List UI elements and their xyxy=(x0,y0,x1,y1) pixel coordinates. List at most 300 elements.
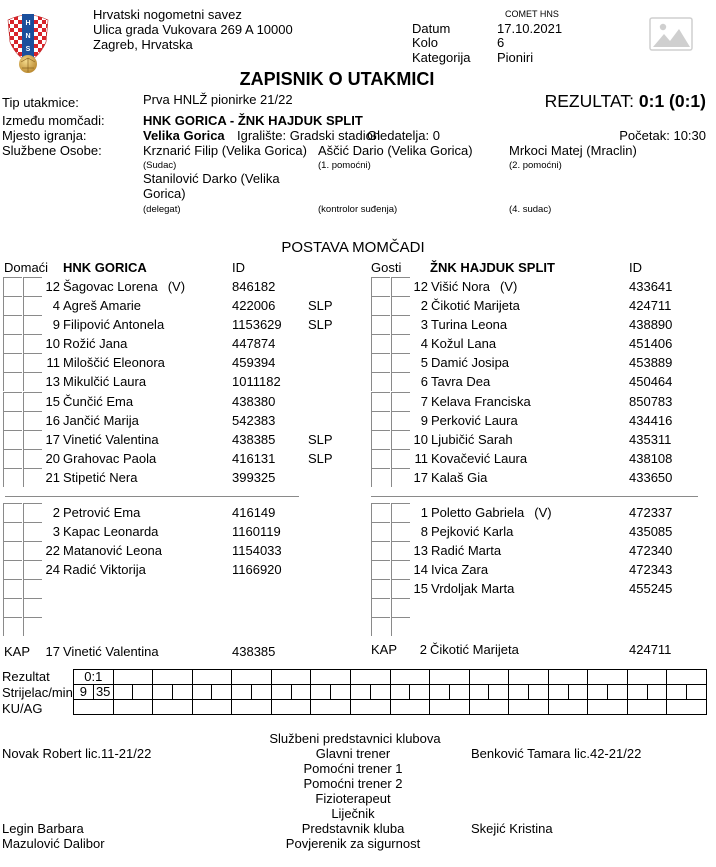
result-cell[interactable] xyxy=(311,670,351,685)
player-name-cell xyxy=(431,470,487,486)
player-row xyxy=(371,503,711,522)
player-name: Mikulčić Laura xyxy=(63,374,147,390)
goal-checkbox[interactable] xyxy=(3,503,22,522)
player-row xyxy=(371,541,711,560)
result-cell[interactable] xyxy=(192,670,232,685)
ku-ag-cell[interactable] xyxy=(271,700,311,715)
ku-ag-cell[interactable] xyxy=(74,700,114,715)
result-cell[interactable] xyxy=(509,670,549,685)
scorer-cell[interactable] xyxy=(331,685,351,700)
goalkeeper-mark: (V) xyxy=(167,279,186,294)
scorer-cell[interactable] xyxy=(172,685,192,700)
goal-checkbox[interactable] xyxy=(3,449,22,468)
spectators-value: Gledatelja: 0 xyxy=(367,128,440,143)
player-name-cell xyxy=(63,374,146,390)
goal-checkbox[interactable] xyxy=(371,598,390,617)
goal-checkbox[interactable] xyxy=(371,579,390,598)
ku-ag-cell[interactable] xyxy=(113,700,153,715)
scorer-cell[interactable] xyxy=(271,685,291,700)
goal-checkbox[interactable] xyxy=(371,449,390,468)
player-name: Filipović Antonela xyxy=(63,317,165,333)
player-number: 6 xyxy=(420,374,428,390)
player-number: 16 xyxy=(45,412,60,428)
away-id-header: ID xyxy=(629,260,642,275)
goal-checkbox[interactable] xyxy=(3,598,22,617)
teams-label: Između momčadi: xyxy=(2,113,105,128)
player-name: Vrdoljak Marta xyxy=(431,581,515,596)
player-name-cell xyxy=(63,279,185,295)
official-assistant2-role: (2. pomoćni) xyxy=(509,160,562,171)
player-name: Petrović Ema xyxy=(63,505,141,520)
player-id: 416149 xyxy=(232,505,276,520)
result-cell[interactable] xyxy=(113,670,153,685)
home-side-label: Domaći xyxy=(4,260,49,275)
officials-label: Službene Osobe: xyxy=(2,143,102,158)
player-name: Poletto Gabriela xyxy=(431,505,525,520)
player-name: Matanović Leona xyxy=(63,543,163,558)
player-number: 2 xyxy=(52,505,60,520)
goal-checkbox[interactable] xyxy=(3,392,22,411)
scorer-cell[interactable] xyxy=(588,685,608,700)
player-number: 20 xyxy=(45,450,60,466)
result-cell[interactable] xyxy=(588,670,628,685)
scorer-cell[interactable] xyxy=(627,685,647,700)
result-cell[interactable] xyxy=(548,670,588,685)
scorer-cell[interactable] xyxy=(548,685,568,700)
match-type-label: Tip utakmice: xyxy=(2,95,79,110)
goal-checkbox[interactable] xyxy=(371,372,390,391)
federation-address-line1: Ulica grada Vukovara 269 A 10000 xyxy=(93,22,293,37)
player-number: 21 xyxy=(45,469,60,485)
player-id: 434416 xyxy=(629,412,673,428)
player-number: 24 xyxy=(45,562,60,577)
player-row xyxy=(371,430,711,449)
goal-checkbox[interactable] xyxy=(3,372,22,391)
player-number: 12 xyxy=(45,279,60,294)
player-row xyxy=(371,392,711,411)
player-note: SLP xyxy=(308,431,333,447)
goal-checkbox[interactable] xyxy=(371,277,390,296)
goal-checkbox[interactable] xyxy=(371,315,390,334)
scorer-cell[interactable] xyxy=(370,685,390,700)
player-name-cell xyxy=(431,279,517,295)
player-row xyxy=(371,277,711,296)
result-label: REZULTAT: xyxy=(544,91,635,111)
venue-label: Mjesto igranja: xyxy=(2,128,87,143)
goal-checkbox[interactable] xyxy=(371,411,390,430)
score-row-ku-ag xyxy=(74,700,707,715)
player-row xyxy=(371,560,711,579)
home-club-official: Novak Robert lic.11-21/22 xyxy=(2,746,152,761)
player-id: 455245 xyxy=(629,581,673,596)
away-starters-list xyxy=(371,277,711,487)
svg-text:N: N xyxy=(25,33,31,40)
player-id: 438108 xyxy=(629,450,673,466)
player-row xyxy=(3,277,343,296)
player-row xyxy=(3,411,343,430)
player-number: 7 xyxy=(420,393,428,409)
home-divider xyxy=(5,496,299,497)
club-role-label: Liječnik xyxy=(331,806,375,821)
club-role-label: Fizioterapeut xyxy=(315,791,391,806)
home-starters-list xyxy=(3,277,343,487)
player-number: 22 xyxy=(45,543,60,558)
system-label: COMET HNS xyxy=(505,9,559,19)
player-name-cell xyxy=(431,543,501,559)
player-name-cell xyxy=(63,394,133,410)
official-assistant2-name: Mrkoci Matej (Mraclin) xyxy=(509,143,637,158)
ku-ag-cell[interactable] xyxy=(430,700,470,715)
score-row-results xyxy=(74,670,707,685)
official-controller-role: (kontrolor suđenja) xyxy=(318,204,398,215)
player-name-cell xyxy=(63,336,127,352)
svg-text:H: H xyxy=(25,20,31,27)
player-name-cell xyxy=(63,562,146,578)
player-row xyxy=(3,430,343,449)
scorer-cell[interactable] xyxy=(192,685,212,700)
federation-name: Hrvatski nogometni savez xyxy=(93,7,242,22)
scorer-cell[interactable] xyxy=(608,685,628,700)
player-name: Radić Viktorija xyxy=(63,562,146,577)
player-id: 450464 xyxy=(629,374,673,390)
ku-ag-cell[interactable] xyxy=(311,700,351,715)
scorer-cell[interactable] xyxy=(350,685,370,700)
player-name-cell xyxy=(63,543,162,559)
goal-checkbox[interactable] xyxy=(3,579,22,598)
ku-ag-cell[interactable] xyxy=(548,700,588,715)
player-name-cell xyxy=(63,524,158,540)
player-name-cell xyxy=(63,505,140,521)
result-cell[interactable] xyxy=(430,670,470,685)
goal-checkbox[interactable] xyxy=(3,522,22,541)
home-captain-row xyxy=(3,644,343,660)
player-name: Vinetić Valentina xyxy=(63,431,159,447)
player-number: 15 xyxy=(413,581,428,596)
scorer-cell[interactable] xyxy=(311,685,331,700)
ku-ag-cell[interactable] xyxy=(509,700,549,715)
scorer-cell[interactable] xyxy=(528,685,548,700)
scorer-cell[interactable] xyxy=(687,685,707,700)
player-name: Perković Laura xyxy=(431,412,518,428)
player-number: 13 xyxy=(45,374,60,390)
goal-checkbox[interactable] xyxy=(371,334,390,353)
scorer-cell[interactable] xyxy=(291,685,311,700)
player-name: Damić Josipa xyxy=(431,355,510,371)
ground-value: Igralište: Gradski stadion xyxy=(237,128,381,143)
player-row xyxy=(371,296,711,315)
card-checkbox[interactable] xyxy=(23,598,42,617)
ku-ag-cell[interactable] xyxy=(350,700,390,715)
player-name: Ivica Zara xyxy=(431,562,489,577)
result-cell[interactable]: 0:1 xyxy=(74,670,114,685)
ku-ag-cell[interactable] xyxy=(588,700,628,715)
result-cell[interactable] xyxy=(350,670,390,685)
lineups-title: POSTAVA MOMČADI xyxy=(281,239,425,256)
player-row xyxy=(371,468,711,487)
result-cell[interactable] xyxy=(390,670,430,685)
scorer-cell[interactable]: 9 xyxy=(74,685,94,700)
player-id: 472337 xyxy=(629,505,673,520)
player-number: 11 xyxy=(414,450,428,466)
player-row xyxy=(371,334,711,353)
player-name: Radić Marta xyxy=(431,543,502,558)
goal-checkbox[interactable] xyxy=(371,522,390,541)
goal-checkbox[interactable] xyxy=(3,277,22,296)
goal-checkbox[interactable] xyxy=(371,468,390,487)
away-side-label: Gosti xyxy=(371,260,402,275)
goal-checkbox[interactable] xyxy=(3,296,22,315)
result-cell[interactable] xyxy=(271,670,311,685)
player-id: 1011182 xyxy=(232,374,281,390)
score-row-scorers xyxy=(74,685,707,700)
scorer-cell[interactable] xyxy=(113,685,133,700)
player-number: 4 xyxy=(52,298,60,314)
venue-value: Velika Gorica xyxy=(143,128,225,143)
scorer-cell[interactable] xyxy=(469,685,489,700)
page-title: ZAPISNIK O UTAKMICI xyxy=(239,69,435,89)
ku-ag-cell[interactable] xyxy=(232,700,272,715)
player-id: 472340 xyxy=(629,543,673,558)
score-label-result: Rezultat xyxy=(2,669,50,684)
player-name-cell xyxy=(431,317,507,333)
ku-ag-cell[interactable] xyxy=(667,700,707,715)
player-id: 453889 xyxy=(629,355,673,371)
score-table-labels xyxy=(2,669,73,717)
player-id: 1154033 xyxy=(232,543,282,558)
player-number: 17 xyxy=(45,431,60,447)
goal-checkbox[interactable] xyxy=(371,392,390,411)
goal-checkbox[interactable] xyxy=(371,296,390,315)
card-checkbox[interactable] xyxy=(391,598,410,617)
scorer-cell[interactable] xyxy=(568,685,588,700)
club-role-label: Povjerenik za sigurnost xyxy=(285,836,421,851)
player-name-cell xyxy=(431,432,513,448)
player-id: 1160119 xyxy=(232,524,281,539)
player-name: Grahovac Paola xyxy=(63,450,157,466)
goal-checkbox[interactable] xyxy=(3,334,22,353)
score-label-ku-ag: KU/AG xyxy=(2,701,43,716)
player-row xyxy=(371,372,711,391)
scorer-cell[interactable] xyxy=(509,685,529,700)
player-id: 399325 xyxy=(232,469,276,485)
goal-checkbox[interactable] xyxy=(3,411,22,430)
player-name-cell xyxy=(63,413,139,429)
player-name: Čikotić Marijeta xyxy=(431,298,520,314)
result-cell[interactable] xyxy=(153,670,193,685)
official-delegate-role: (delegat) xyxy=(143,204,181,215)
player-row xyxy=(371,411,711,430)
goal-checkbox[interactable] xyxy=(371,503,390,522)
player-row xyxy=(371,315,711,334)
player-name-cell xyxy=(63,355,165,371)
player-name: Stipetić Nera xyxy=(63,469,138,485)
goal-checkbox[interactable] xyxy=(3,468,22,487)
player-id: 459394 xyxy=(232,355,276,371)
home-substitutes-list xyxy=(3,503,343,636)
card-checkbox[interactable] xyxy=(23,617,42,636)
away-captain-label: KAP xyxy=(371,642,398,657)
player-id: 435311 xyxy=(629,431,672,447)
goal-checkbox[interactable] xyxy=(371,541,390,560)
club-role-label: Pomoćni trener 2 xyxy=(303,776,403,791)
goal-checkbox[interactable] xyxy=(371,617,390,636)
card-checkbox[interactable] xyxy=(391,617,410,636)
player-id: 1153629 xyxy=(232,317,282,333)
ku-ag-cell[interactable] xyxy=(192,700,232,715)
ku-ag-cell[interactable] xyxy=(390,700,430,715)
scorer-cell[interactable] xyxy=(410,685,430,700)
player-id: 846182 xyxy=(232,279,276,294)
goalkeeper-mark: (V) xyxy=(500,279,518,294)
score-label-scorer: Strijelac/min xyxy=(2,685,73,700)
player-id: 447874 xyxy=(232,336,276,352)
away-substitutes-list xyxy=(371,503,711,636)
player-row xyxy=(3,560,343,579)
player-row xyxy=(3,334,343,353)
player-name: Kelava Franciska xyxy=(431,393,531,409)
meta-label-date: Datum xyxy=(412,21,451,36)
home-captain-label: KAP xyxy=(4,644,31,659)
player-number: 9 xyxy=(420,412,428,428)
scorer-cell[interactable] xyxy=(667,685,687,700)
player-name-cell xyxy=(431,451,527,467)
official-delegate-name: Stanilović Darko (Velika Gorica) xyxy=(143,171,280,201)
player-row xyxy=(371,522,711,541)
player-row xyxy=(371,579,711,598)
home-club-official: Legin Barbara xyxy=(2,821,84,836)
player-number: 3 xyxy=(52,524,60,539)
club-role-label: Pomoćni trener 1 xyxy=(303,761,403,776)
scorer-cell[interactable] xyxy=(449,685,469,700)
official-referee-name: Krznarić Filip (Velika Gorica) xyxy=(143,143,307,158)
player-number: 10 xyxy=(45,336,60,352)
player-name: Kalaš Gia xyxy=(431,469,488,485)
player-row xyxy=(3,522,343,541)
away-divider xyxy=(371,496,698,497)
player-row xyxy=(371,617,711,636)
player-note: SLP xyxy=(308,317,333,333)
home-team-name: HNK GORICA xyxy=(63,260,147,275)
player-id: 435085 xyxy=(629,524,673,539)
goal-checkbox[interactable] xyxy=(3,430,22,449)
player-name-cell xyxy=(431,524,513,540)
player-name: Ljubičić Sarah xyxy=(431,431,513,447)
player-id: 416131 xyxy=(232,450,276,466)
scorer-cell[interactable] xyxy=(212,685,232,700)
goal-checkbox[interactable] xyxy=(3,541,22,560)
player-id: 433641 xyxy=(629,279,673,294)
player-name: Miloščić Eleonora xyxy=(63,355,165,371)
player-name-cell xyxy=(431,394,531,410)
player-number: 11 xyxy=(46,355,60,371)
goal-checkbox[interactable] xyxy=(371,353,390,372)
player-note: SLP xyxy=(308,298,333,314)
scorer-cell[interactable] xyxy=(647,685,667,700)
player-number: 13 xyxy=(413,543,428,558)
goal-checkbox[interactable] xyxy=(3,353,22,372)
away-captain-row xyxy=(371,642,711,658)
result-cell[interactable] xyxy=(627,670,667,685)
player-name: Tavra Dea xyxy=(431,374,491,390)
player-name: Kapac Leonarda xyxy=(63,524,159,539)
player-id: 472343 xyxy=(629,562,673,577)
meta-value-date: 17.10.2021 xyxy=(497,21,563,36)
official-referee-role: (Sudac) xyxy=(143,160,177,171)
home-id-header: ID xyxy=(232,260,245,275)
player-row xyxy=(3,579,343,598)
player-name: Kovačević Laura xyxy=(431,450,528,466)
player-name-cell xyxy=(63,451,156,467)
ku-ag-cell[interactable] xyxy=(469,700,509,715)
result-cell[interactable] xyxy=(667,670,707,685)
goal-checkbox[interactable] xyxy=(3,560,22,579)
goal-checkbox[interactable] xyxy=(371,430,390,449)
result-cell[interactable] xyxy=(469,670,509,685)
player-row xyxy=(3,372,343,391)
home-captain-name: Vinetić Valentina xyxy=(63,644,159,659)
player-row xyxy=(371,449,711,468)
player-name-cell xyxy=(431,298,520,314)
scorer-cell[interactable]: 35 xyxy=(93,685,113,700)
player-name-cell xyxy=(431,581,514,597)
goal-checkbox[interactable] xyxy=(3,315,22,334)
player-number: 4 xyxy=(420,336,428,352)
player-number: 1 xyxy=(420,505,428,520)
home-captain-id: 438385 xyxy=(232,644,276,659)
scorer-cell[interactable] xyxy=(489,685,509,700)
goal-checkbox[interactable] xyxy=(371,560,390,579)
player-name-cell xyxy=(63,470,137,486)
result-cell[interactable] xyxy=(232,670,272,685)
player-id: 1166920 xyxy=(232,562,282,577)
player-name: Jančić Marija xyxy=(63,412,139,428)
scorer-cell[interactable] xyxy=(153,685,173,700)
home-club-official: Mazulović Dalibor xyxy=(2,836,105,851)
player-number: 9 xyxy=(52,317,60,333)
ku-ag-cell[interactable] xyxy=(153,700,193,715)
home-captain-number: 17 xyxy=(45,644,60,659)
meta-value-category: Pioniri xyxy=(497,50,534,65)
meta-label-category: Kategorija xyxy=(412,50,471,65)
card-checkbox[interactable] xyxy=(23,579,42,598)
official-assistant1-name: Aščić Dario (Velika Gorica) xyxy=(318,143,473,158)
player-row xyxy=(3,617,343,636)
goal-checkbox[interactable] xyxy=(3,617,22,636)
svg-text:S: S xyxy=(25,46,31,53)
scorer-cell[interactable] xyxy=(430,685,450,700)
kickoff-value: Početak: 10:30 xyxy=(619,128,706,143)
player-name-cell xyxy=(431,336,496,352)
official-assistant1-role: (1. pomoćni) xyxy=(318,160,371,171)
player-id: 424711 xyxy=(629,298,672,314)
player-id: 850783 xyxy=(629,393,673,409)
player-number: 10 xyxy=(413,431,428,447)
ku-ag-cell[interactable] xyxy=(627,700,667,715)
goalkeeper-mark: (V) xyxy=(534,505,552,520)
player-id: 542383 xyxy=(232,412,276,428)
scorer-cell[interactable] xyxy=(390,685,410,700)
away-club-official: Skejić Kristina xyxy=(471,821,553,836)
result-value: 0:1 (0:1) xyxy=(638,91,706,111)
scorer-cell[interactable] xyxy=(252,685,272,700)
scorer-cell[interactable] xyxy=(133,685,153,700)
scorer-cell[interactable] xyxy=(232,685,252,700)
player-id: 438385 xyxy=(232,431,276,447)
federation-address-line2: Zagreb, Hrvatska xyxy=(93,37,193,52)
player-name-cell xyxy=(63,317,164,333)
player-row xyxy=(3,392,343,411)
player-name: Kožul Lana xyxy=(431,336,497,352)
